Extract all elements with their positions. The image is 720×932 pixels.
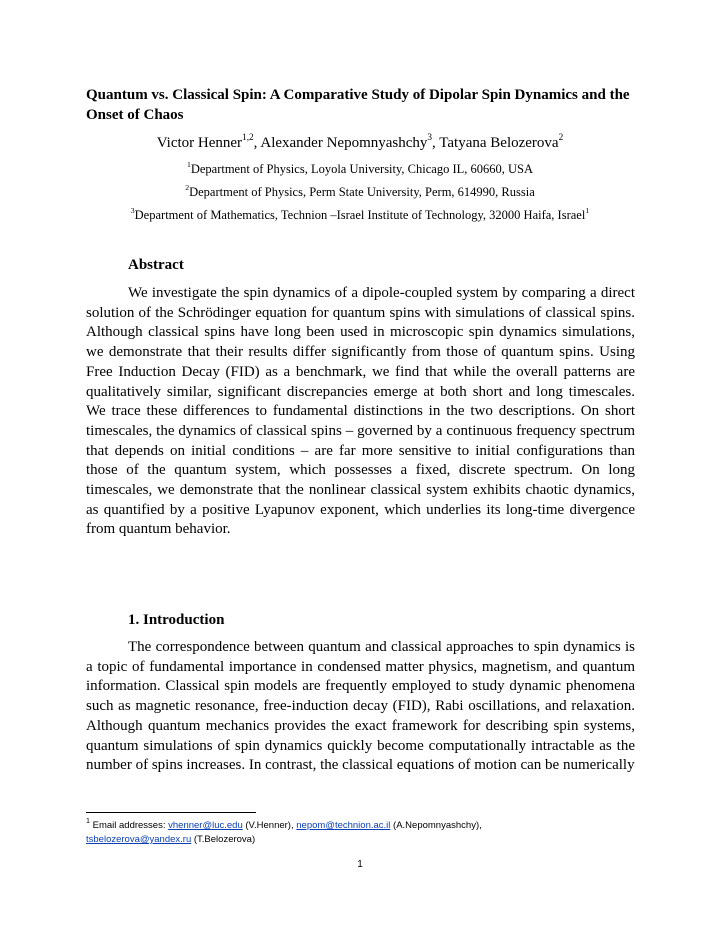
affiliation-marker: 2: [185, 182, 190, 192]
email-link[interactable]: nepom@technion.ac.il: [296, 820, 391, 831]
section-heading-introduction: 1. Introduction: [128, 612, 225, 628]
affiliation: [0, 184, 720, 200]
introduction-text: The correspondence between quantum and classical approaches to spin dynamics is a topic of fundamental importance in condensed matter physics, magnetism, and quantum information. Classical spin models are frequently employed to study dynamic phenomena such as magnetic resonance, free-induction decay (FID), Rabi oscillations, and relaxation. Although quantum mechanics provides the exact framework for describing spin systems, quantum simulations of spin dynamics quickly become computationally intractable as the number of spins increases. In contrast, the classical equations of motion can be numerically: [86, 639, 635, 774]
affiliation: [0, 161, 720, 177]
paper-title: Quantum vs. Classical Spin: A Comparative Study of Dipolar Spin Dynamics and the Onset of Chaos: [86, 87, 630, 123]
footnote-separator: [86, 812, 256, 813]
author-affiliation-marker: 1,2: [242, 132, 254, 143]
email-owner: (T.Belozerova): [193, 834, 256, 845]
author-affiliation-marker: 2: [558, 132, 564, 143]
email-link[interactable]: tsbelozerova@yandex.ru: [86, 834, 192, 845]
author-name: Tatyana Belozerova: [439, 135, 559, 151]
email-owner: (A.Nepomnyashchy),: [393, 820, 482, 831]
email-owner: (V.Henner),: [245, 820, 294, 831]
footnote-marker: 1: [86, 816, 90, 825]
affiliation-text: Department of Physics, Perm State University, Perm, 614990, Russia: [189, 185, 535, 199]
footnote-reference[interactable]: 1: [585, 205, 590, 215]
author-affiliation-marker: 3: [427, 132, 433, 143]
author-separator: ,: [253, 135, 261, 151]
page-number: 1: [357, 859, 363, 870]
affiliation: [0, 207, 720, 223]
author-name: Victor Henner: [156, 135, 243, 151]
author-list: [0, 134, 720, 152]
footnote-label: Email addresses:: [92, 820, 166, 831]
abstract-heading: Abstract: [128, 257, 184, 273]
author-name: Alexander Nepomnyashchy: [260, 135, 428, 151]
affiliation-text: Department of Mathematics, Technion –Israel Institute of Technology, 32000 Haifa, Israel: [134, 208, 586, 222]
affiliation-text: Department of Physics, Loyola University, Chicago IL, 60660, USA: [190, 162, 534, 176]
author-separator: ,: [432, 135, 440, 151]
abstract-text: We investigate the spin dynamics of a dipole-coupled system by comparing a direct solution of the Schrödinger equation for quantum spins with simulations of classical spins. Although classical spins have long been used in microscopic spin dynamics simulations, we demonstrate that their results differ significantly from those of quantum spins. Using Free Induction Decay (FID) as a benchmark, we find that while the overall patterns are qualitatively similar, significant discrepancies emerge at both short and long timescales. We trace these differences to fundamental distinctions in the two descriptions. On short timescales, the dynamics of classical spins – governed by a continuous frequency spectrum that depends on initial conditions – are far more sensitive to initial configurations than those of the quantum system, which possesses a fixed, discrete spectrum. On long timescales, we demonstrate that the nonlinear classical system exhibits chaotic dynamics, as quantified by a positive Lyapunov exponent, which underlies its long-time divergence from quantum behavior.: [86, 285, 635, 538]
affiliation-marker: 1: [186, 159, 191, 169]
email-link[interactable]: vhenner@luc.edu: [168, 820, 243, 831]
affiliation-marker: 3: [130, 205, 135, 215]
footnote: [86, 816, 646, 847]
